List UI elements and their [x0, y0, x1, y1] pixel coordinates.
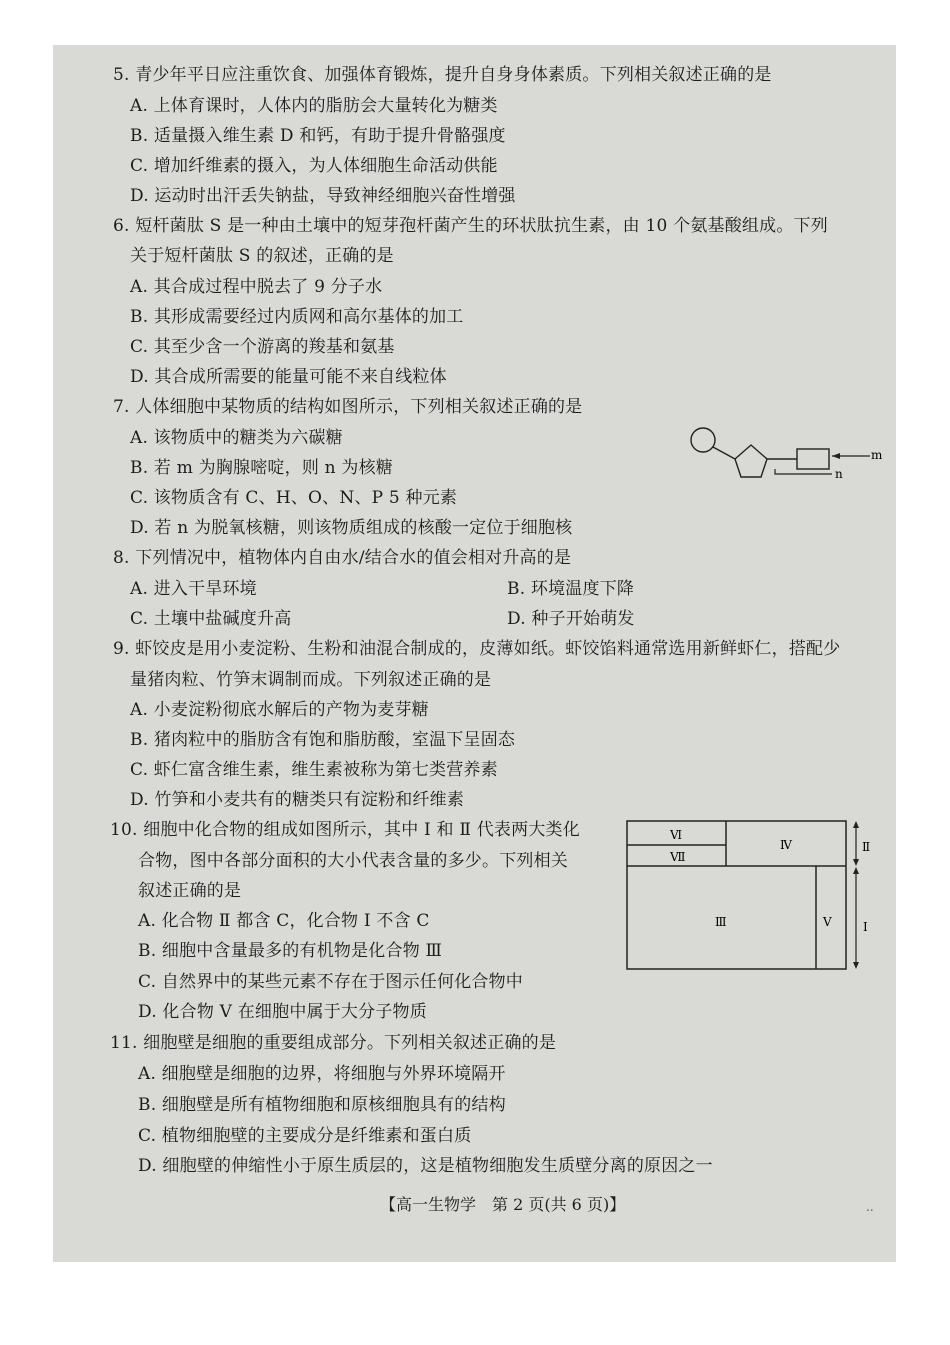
- question-5-option-b: B. 适量摄入维生素 D 和钙，有助于提升骨骼强度: [130, 126, 506, 146]
- question-11-option-c: C. 植物细胞壁的主要成分是纤维素和蛋白质: [138, 1126, 472, 1146]
- question-11-option-d: D. 细胞壁的伸缩性小于原生质层的，这是植物细胞发生质壁分离的原因之一: [138, 1156, 713, 1176]
- pentose-sugar: [735, 445, 767, 477]
- n-pointer: [775, 469, 832, 474]
- m-label: m: [871, 448, 883, 462]
- question-6-option-a: A. 其合成过程中脱去了 9 分子水: [130, 277, 383, 297]
- question-8-option-d: D. 种子开始萌发: [507, 609, 635, 629]
- region-V-label: Ⅴ: [823, 915, 832, 929]
- phosphate-circle: [691, 428, 715, 452]
- question-9-stem-line-1: 9. 虾饺皮是用小麦淀粉、生粉和油混合制成的，皮薄如纸。虾饺馅料通常选用新鲜虾仁，搭配少: [113, 639, 841, 659]
- phosphate-sugar-bond: [713, 447, 735, 459]
- question-9-option-a: A. 小麦淀粉彻底水解后的产物为麦芽糖: [130, 700, 429, 720]
- question-6-option-c: C. 其至少含一个游离的羧基和氨基: [130, 337, 395, 357]
- bracket-II-bottom-arrow: [853, 859, 859, 866]
- question-9-option-b: B. 猪肉粒中的脂肪含有饱和脂肪酸，室温下呈固态: [130, 730, 516, 750]
- question-10-option-c: C. 自然界中的某些元素不存在于图示任何化合物中: [138, 972, 524, 992]
- question-10-stem-line-3: 叙述正确的是: [138, 881, 242, 901]
- question-7-stem: 7. 人体细胞中某物质的结构如图所示，下列相关叙述正确的是: [113, 397, 583, 417]
- question-5-option-d: D. 运动时出汗丢失钠盐，导致神经细胞兴奋性增强: [130, 186, 516, 206]
- question-7-option-b: B. 若 m 为胸腺嘧啶，则 n 为核糖: [130, 458, 393, 478]
- question-10-option-b: B. 细胞中含量最多的有机物是化合物 Ⅲ: [138, 941, 443, 961]
- bracket-II-label: Ⅱ: [862, 840, 871, 854]
- question-7-option-c: C. 该物质含有 C、H、O、N、P 5 种元素: [130, 488, 458, 508]
- question-7-option-a: A. 该物质中的糖类为六碳糖: [130, 428, 343, 448]
- nucleotide-diagram: [685, 422, 885, 490]
- nitrogenous-base: [797, 449, 829, 469]
- question-6-option-d: D. 其合成所需要的能量可能不来自线粒体: [130, 367, 447, 387]
- footer-mark: ..: [866, 1200, 874, 1214]
- bracket-II-top-arrow: [853, 821, 859, 828]
- question-8-option-b: B. 环境温度下降: [507, 579, 635, 599]
- question-10-stem-line-2: 合物，图中各部分面积的大小代表含量的多少。下列相关: [138, 851, 568, 871]
- bracket-I-label: Ⅰ: [863, 920, 868, 934]
- question-8-option-c: C. 土壤中盐碱度升高: [130, 609, 292, 629]
- question-10-stem-line-1: 10. 细胞中化合物的组成如图所示，其中 Ⅰ 和 Ⅱ 代表两大类化: [110, 820, 580, 840]
- question-9-stem-line-2: 量猪肉粒、竹笋末调制而成。下列叙述正确的是: [130, 670, 492, 690]
- page-footer: 【高一生物学 第 2 页(共 6 页)】: [380, 1195, 626, 1214]
- question-8-option-a: A. 进入干旱环境: [130, 579, 257, 599]
- question-9-option-d: D. 竹笋和小麦共有的糖类只有淀粉和纤维素: [130, 790, 465, 810]
- question-9-option-c: C. 虾仁富含维生素，维生素被称为第七类营养素: [130, 760, 498, 780]
- question-11-stem: 11. 细胞壁是细胞的重要组成部分。下列相关叙述正确的是: [110, 1033, 557, 1053]
- question-10-option-d: D. 化合物 Ⅴ 在细胞中属于大分子物质: [138, 1002, 427, 1022]
- question-7-option-d: D. 若 n 为脱氧核糖，则该物质组成的核酸一定位于细胞核: [130, 518, 573, 538]
- question-5-option-c: C. 增加纤维素的摄入，为人体细胞生命活动供能: [130, 156, 498, 176]
- question-8-stem: 8. 下列情况中，植物体内自由水/结合水的值会相对升高的是: [113, 548, 572, 568]
- m-arrowhead: [832, 453, 840, 459]
- region-VII-label: Ⅶ: [670, 850, 686, 864]
- question-11-option-b: B. 细胞壁是所有植物细胞和原核细胞具有的结构: [138, 1095, 506, 1115]
- region-III-label: Ⅲ: [715, 915, 727, 929]
- question-5-option-a: A. 上体育课时，人体内的脂肪会大量转化为糖类: [130, 96, 498, 116]
- compound-composition-diagram: [620, 815, 880, 975]
- bracket-I-top-arrow: [853, 867, 859, 874]
- question-6-stem-line-2: 关于短杆菌肽 S 的叙述，正确的是: [130, 246, 394, 266]
- question-11-option-a: A. 细胞壁是细胞的边界，将细胞与外界环境隔开: [138, 1064, 506, 1084]
- bracket-I-bottom-arrow: [853, 962, 859, 969]
- outer-box: [627, 821, 846, 969]
- question-5-stem: 5. 青少年平日应注重饮食、加强体育锻炼，提升自身身体素质。下列相关叙述正确的是: [113, 65, 772, 85]
- question-6-stem-line-1: 6. 短杆菌肽 S 是一种由土壤中的短芽孢杆菌产生的环状肽抗生素，由 10 个氨基酸组成。下列: [113, 216, 828, 236]
- question-10-option-a: A. 化合物 Ⅱ 都含 C，化合物 Ⅰ 不含 C: [138, 911, 430, 931]
- question-6-option-b: B. 其形成需要经过内质网和高尔基体的加工: [130, 307, 464, 327]
- region-IV-label: Ⅳ: [780, 838, 792, 852]
- n-label: n: [835, 467, 843, 481]
- region-VI-label: Ⅵ: [670, 828, 683, 842]
